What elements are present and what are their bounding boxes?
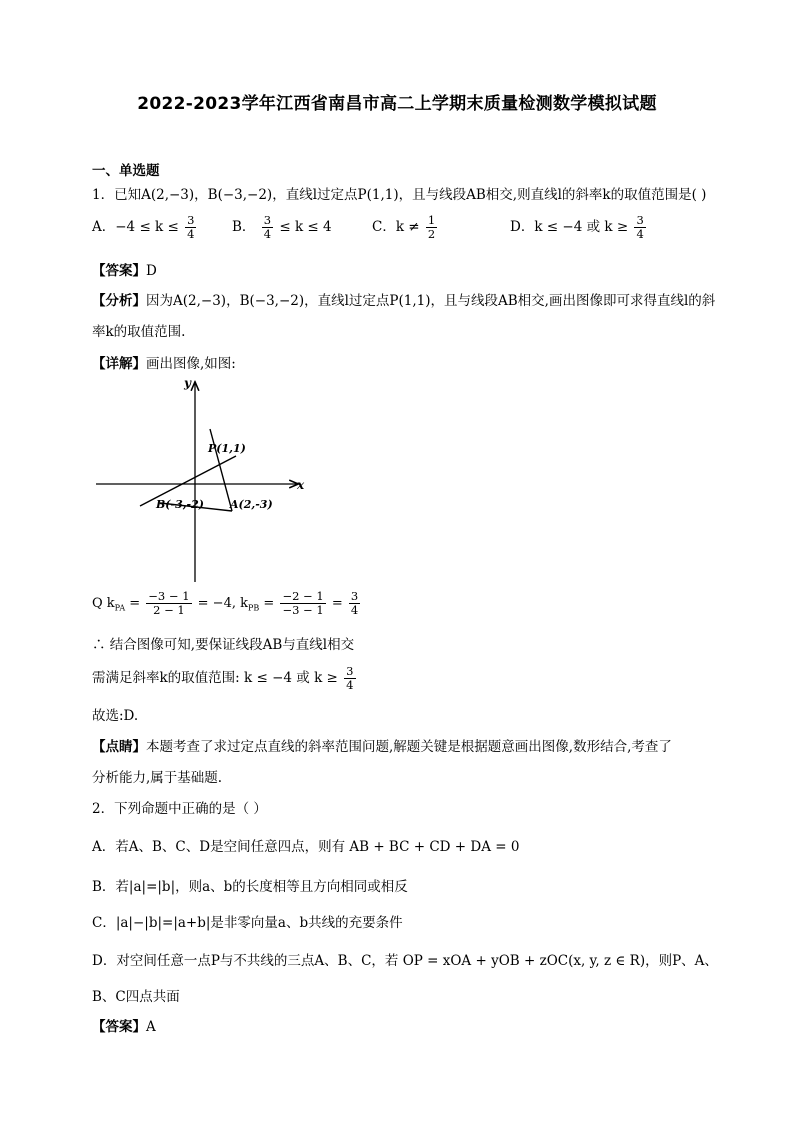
q1-option-c-text: C．k ≠ (372, 219, 420, 235)
x-axis-label: x (297, 478, 305, 492)
q1-option-a (92, 214, 198, 241)
fraction-denominator: 4 (263, 227, 272, 241)
slope-pa-fraction (146, 590, 191, 617)
q2-stem: 2．下列命题中正确的是（ ） (92, 801, 267, 817)
answer-value: A (146, 1019, 156, 1035)
answer-value: D (146, 263, 157, 279)
fraction-numerator: −2 − 1 (282, 589, 324, 603)
fraction-denominator: 4 (636, 227, 644, 241)
y-axis-label: y (184, 376, 191, 390)
q1-comment-line2: 分析能力,属于基础题. (92, 770, 223, 786)
q2-option-c: C．|a|−|b|=|a+b|是非零向量a、b共线的充要条件 (92, 915, 403, 931)
q1-graph (92, 375, 307, 585)
fraction-denominator: 2 − 1 (153, 603, 185, 617)
need-text: 需满足斜率k的取值范围: k ≤ −4 或 k ≥ (92, 670, 338, 686)
label-a: A(2,-3) (230, 498, 273, 511)
calc-sub-pa: PA (114, 603, 126, 613)
q2-answer (92, 1018, 156, 1036)
fraction-numerator: −3 − 1 (148, 589, 190, 603)
q1-choose: 故选:D. (92, 708, 139, 724)
q1-option-b-text: ≤ k ≤ 4 (279, 219, 332, 235)
calc-mid: = −4, k (197, 596, 248, 611)
fraction-denominator: −3 − 1 (282, 603, 324, 617)
page-title: 2022-2023学年江西省南昌市高二上学期末质量检测数学模拟试题 (137, 94, 657, 114)
detail-text: 画出图像,如图: (146, 356, 236, 372)
fraction-numerator: 3 (346, 664, 354, 678)
label-b: B(-3,-2) (156, 498, 204, 511)
need-fraction (344, 665, 355, 692)
q1-option-b-fraction (262, 214, 273, 241)
q1-option-d-text: D．k ≤ −4 或 k ≥ (510, 219, 629, 235)
q1-option-d-fraction (634, 214, 645, 241)
q1-slope-calc (92, 590, 362, 618)
q2-option-a: A．若A、B、C、D是空间任意四点，则有 AB + BC + CD + DA = 0 (92, 839, 520, 855)
q1-option-b (232, 214, 332, 241)
q1-analysis-line1 (92, 292, 715, 310)
q1-stem: 1．已知A(2,−3)，B(−3,−2)，直线l过定点P(1,1)，且与线段AB相交,则直线l的斜率k的取值范围是( ) (92, 187, 707, 203)
q1-option-a-text: A．−4 ≤ k ≤ (92, 219, 179, 235)
comment-tag: 【点睛】 (92, 739, 146, 755)
fraction-numerator: 1 (427, 213, 436, 227)
label-p: P(1,1) (208, 442, 246, 455)
q2-option-b: B．若|a|=|b|，则a、b的长度相等且方向相同或相反 (92, 879, 408, 895)
answer-tag: 【答案】 (92, 263, 146, 279)
q1-option-c-fraction (426, 214, 437, 241)
calc-eq: = (129, 596, 141, 611)
fraction-numerator: 3 (350, 589, 359, 603)
slope-pb-fraction (280, 590, 325, 617)
answer-tag: 【答案】 (92, 1019, 146, 1035)
analysis-tag: 【分析】 (92, 293, 146, 309)
comment-text: 本题考查了求过定点直线的斜率范围问题,解题关键是根据题意画出图像,数形结合,考查了 (146, 739, 672, 755)
q2-option-d-line2: B、C四点共面 (92, 989, 180, 1005)
fraction-denominator: 4 (350, 603, 359, 617)
fraction-numerator: 3 (187, 213, 195, 227)
fraction-numerator: 3 (263, 213, 272, 227)
q1-need (92, 665, 358, 692)
q1-analysis-line2: 率k的取值范围. (92, 324, 186, 340)
fraction-denominator: 4 (187, 227, 195, 241)
calc-eq3: = (331, 596, 343, 611)
q1-answer (92, 262, 157, 280)
analysis-text: 因为A(2,−3)，B(−3,−2)，直线l过定点P(1,1)，且与线段AB相交,画出图像即可求得直线l的斜 (146, 293, 716, 309)
calc-eq2: = (263, 596, 275, 611)
q1-option-b-prefix: B． (232, 219, 256, 235)
q1-option-a-fraction (185, 214, 196, 241)
calc-sub-pb: PB (248, 603, 260, 613)
slope-result-fraction (349, 590, 360, 617)
q1-therefore: ∴ 结合图像可知,要保证线段AB与直线l相交 (92, 637, 355, 653)
calc-prefix: Q k (92, 596, 115, 611)
detail-tag: 【详解】 (92, 356, 146, 372)
fraction-denominator: 2 (427, 227, 436, 241)
q1-detail (92, 355, 236, 373)
section-heading: 一、单选题 (92, 163, 160, 179)
fraction-denominator: 4 (346, 678, 354, 692)
q2-option-d-line1: D．对空间任意一点P与不共线的三点A、B、C，若 OP = xOA + yOB + zOC(x, y, z ∈ R)，则P、A、 (92, 953, 718, 969)
q1-option-c (372, 214, 439, 241)
q1-comment-line1 (92, 738, 672, 756)
fraction-numerator: 3 (636, 213, 644, 227)
q1-option-d (510, 214, 648, 241)
